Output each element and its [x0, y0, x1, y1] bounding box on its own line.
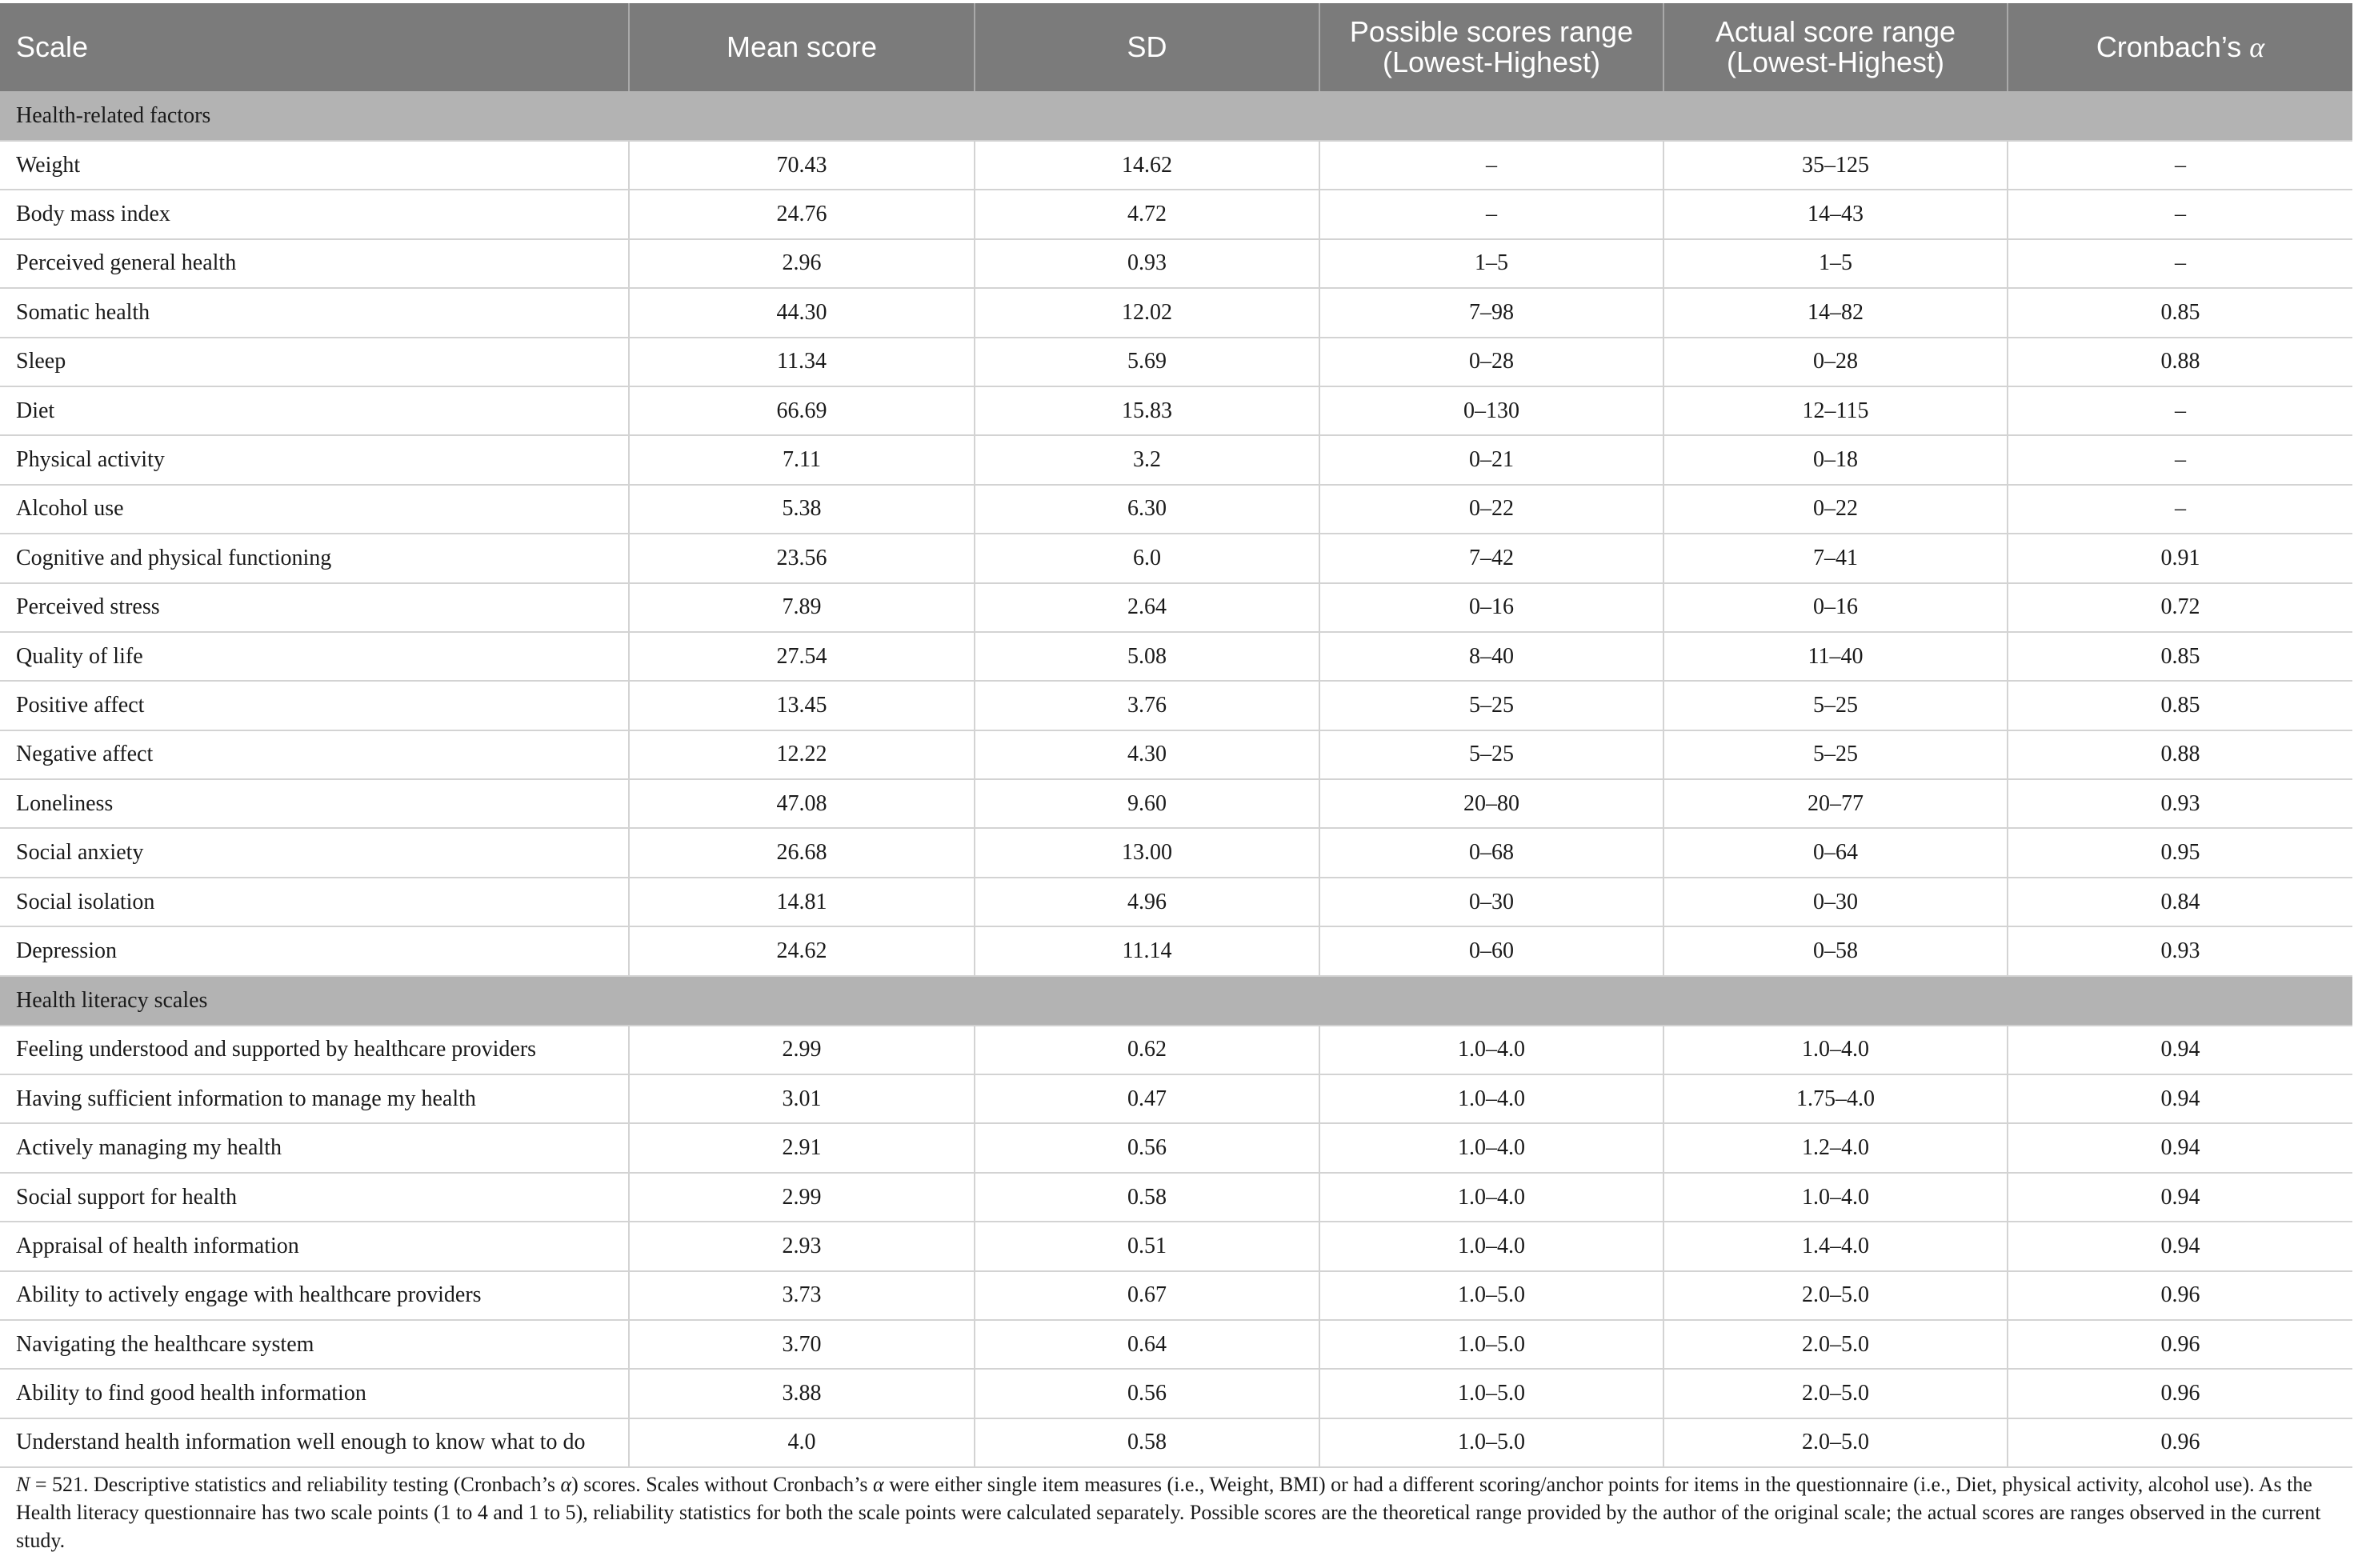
cell-mean-score: 4.0 — [629, 1418, 975, 1467]
table-row — [0, 1173, 2352, 1222]
cell-sd: 2.64 — [975, 583, 1319, 632]
cell-mean-score: 44.30 — [629, 288, 975, 337]
cell-sd: 4.30 — [975, 730, 1319, 779]
header-possible-range — [1319, 3, 1663, 91]
cell-cronbach-alpha: 0.91 — [2008, 534, 2352, 582]
cell-cronbach-alpha: – — [2008, 190, 2352, 238]
cell-sd: 12.02 — [975, 288, 1319, 337]
table-row — [0, 828, 2352, 877]
cell-sd: 13.00 — [975, 828, 1319, 877]
cell-cronbach-alpha: 0.94 — [2008, 1173, 2352, 1222]
cell-mean-score: 70.43 — [629, 141, 975, 190]
cell-cronbach-alpha: 0.95 — [2008, 828, 2352, 877]
cell-sd: 0.47 — [975, 1074, 1319, 1123]
cell-cronbach-alpha: 0.94 — [2008, 1222, 2352, 1270]
cell-actual-range: 14–82 — [1663, 288, 2008, 337]
cell-mean-score: 66.69 — [629, 386, 975, 435]
cell-possible-range: 0–22 — [1319, 485, 1663, 534]
header-possible-range-line2: (Lowest-Highest) — [1382, 46, 1601, 78]
cell-sd: 0.58 — [975, 1173, 1319, 1222]
cell-mean-score: 13.45 — [629, 681, 975, 730]
cell-mean-score: 7.11 — [629, 435, 975, 484]
cell-possible-range: 8–40 — [1319, 632, 1663, 681]
cell-possible-range: 0–16 — [1319, 583, 1663, 632]
cell-cronbach-alpha: – — [2008, 141, 2352, 190]
cell-sd: 5.08 — [975, 632, 1319, 681]
cell-mean-score: 11.34 — [629, 338, 975, 386]
table-footnote — [16, 1470, 2336, 1554]
cell-sd: 0.64 — [975, 1320, 1319, 1369]
cell-scale: Weight — [0, 141, 629, 190]
table-row — [0, 1123, 2352, 1172]
cell-cronbach-alpha: 0.93 — [2008, 926, 2352, 975]
cell-actual-range: 1–5 — [1663, 239, 2008, 288]
table-row — [0, 926, 2352, 975]
cell-actual-range: 0–16 — [1663, 583, 2008, 632]
cell-cronbach-alpha: – — [2008, 435, 2352, 484]
table-row — [0, 878, 2352, 926]
table-row — [0, 1222, 2352, 1270]
cell-cronbach-alpha: 0.94 — [2008, 1074, 2352, 1123]
cell-scale: Sleep — [0, 338, 629, 386]
cell-cronbach-alpha: 0.88 — [2008, 730, 2352, 779]
header-actual-range — [1663, 3, 2008, 91]
cell-scale: Loneliness — [0, 779, 629, 828]
cell-possible-range: 7–98 — [1319, 288, 1663, 337]
cell-cronbach-alpha: 0.88 — [2008, 338, 2352, 386]
cell-mean-score: 2.91 — [629, 1123, 975, 1172]
cell-sd: 9.60 — [975, 779, 1319, 828]
cell-possible-range: 1.0–5.0 — [1319, 1320, 1663, 1369]
cell-scale: Physical activity — [0, 435, 629, 484]
cell-mean-score: 24.76 — [629, 190, 975, 238]
cell-scale: Navigating the healthcare system — [0, 1320, 629, 1369]
cell-scale: Ability to actively engage with healthcare providers — [0, 1271, 629, 1320]
cell-sd: 5.69 — [975, 338, 1319, 386]
footnote-alpha-symbol-2: α — [873, 1473, 884, 1496]
table-row — [0, 288, 2352, 337]
cell-sd: 6.30 — [975, 485, 1319, 534]
cell-sd: 0.93 — [975, 239, 1319, 288]
cell-scale: Depression — [0, 926, 629, 975]
cell-cronbach-alpha: 0.85 — [2008, 288, 2352, 337]
cell-cronbach-alpha: – — [2008, 386, 2352, 435]
cell-mean-score: 26.68 — [629, 828, 975, 877]
cell-mean-score: 5.38 — [629, 485, 975, 534]
section-header-row — [0, 976, 2352, 1026]
cell-possible-range: 1.0–5.0 — [1319, 1271, 1663, 1320]
cell-cronbach-alpha: – — [2008, 239, 2352, 288]
table-row — [0, 1026, 2352, 1074]
descriptive-statistics-table — [0, 3, 2352, 1468]
cell-cronbach-alpha: 0.94 — [2008, 1026, 2352, 1074]
cell-sd: 3.76 — [975, 681, 1319, 730]
section-title: Health literacy scales — [0, 976, 2352, 1026]
table-row — [0, 1074, 2352, 1123]
table-row — [0, 1369, 2352, 1418]
table-row — [0, 1320, 2352, 1369]
cell-actual-range: 0–28 — [1663, 338, 2008, 386]
cell-possible-range: – — [1319, 141, 1663, 190]
cell-scale: Perceived stress — [0, 583, 629, 632]
cell-cronbach-alpha: 0.96 — [2008, 1271, 2352, 1320]
table-row — [0, 779, 2352, 828]
cell-scale: Perceived general health — [0, 239, 629, 288]
table-row — [0, 485, 2352, 534]
cell-actual-range: 0–30 — [1663, 878, 2008, 926]
section-header-row — [0, 91, 2352, 141]
table-row — [0, 386, 2352, 435]
cell-actual-range: 0–22 — [1663, 485, 2008, 534]
cell-sd: 3.2 — [975, 435, 1319, 484]
header-alpha-symbol: α — [2249, 31, 2265, 63]
cell-actual-range: 7–41 — [1663, 534, 2008, 582]
table-body — [0, 91, 2352, 1467]
cell-cronbach-alpha: – — [2008, 485, 2352, 534]
header-possible-range-line1: Possible scores range — [1349, 15, 1634, 48]
cell-sd: 0.67 — [975, 1271, 1319, 1320]
cell-cronbach-alpha: 0.72 — [2008, 583, 2352, 632]
table-header — [0, 3, 2352, 91]
cell-scale: Actively managing my health — [0, 1123, 629, 1172]
cell-possible-range: 0–28 — [1319, 338, 1663, 386]
cell-mean-score: 3.88 — [629, 1369, 975, 1418]
cell-possible-range: 1.0–4.0 — [1319, 1026, 1663, 1074]
footnote-alpha-symbol: α — [560, 1473, 572, 1496]
cell-possible-range: 1.0–4.0 — [1319, 1074, 1663, 1123]
cell-mean-score: 7.89 — [629, 583, 975, 632]
cell-actual-range: 2.0–5.0 — [1663, 1369, 2008, 1418]
cell-actual-range: 1.2–4.0 — [1663, 1123, 2008, 1172]
cell-possible-range: 0–21 — [1319, 435, 1663, 484]
cell-cronbach-alpha: 0.96 — [2008, 1369, 2352, 1418]
cell-mean-score: 23.56 — [629, 534, 975, 582]
cell-mean-score: 3.01 — [629, 1074, 975, 1123]
table-row — [0, 190, 2352, 238]
cell-possible-range: 0–30 — [1319, 878, 1663, 926]
cell-actual-range: 1.75–4.0 — [1663, 1074, 2008, 1123]
cell-possible-range: – — [1319, 190, 1663, 238]
cell-actual-range: 2.0–5.0 — [1663, 1320, 2008, 1369]
cell-possible-range: 5–25 — [1319, 681, 1663, 730]
cell-mean-score: 3.73 — [629, 1271, 975, 1320]
cell-possible-range: 20–80 — [1319, 779, 1663, 828]
cell-possible-range: 1.0–4.0 — [1319, 1123, 1663, 1172]
cell-scale: Cognitive and physical functioning — [0, 534, 629, 582]
cell-scale: Understand health information well enough to know what to do — [0, 1418, 629, 1467]
cell-scale: Feeling understood and supported by healthcare providers — [0, 1026, 629, 1074]
cell-scale: Having sufficient information to manage my health — [0, 1074, 629, 1123]
cell-sd: 0.56 — [975, 1123, 1319, 1172]
cell-mean-score: 2.99 — [629, 1026, 975, 1074]
cell-scale: Positive affect — [0, 681, 629, 730]
cell-sd: 11.14 — [975, 926, 1319, 975]
cell-possible-range: 5–25 — [1319, 730, 1663, 779]
table-row — [0, 632, 2352, 681]
cell-sd: 4.72 — [975, 190, 1319, 238]
cell-scale: Body mass index — [0, 190, 629, 238]
cell-scale: Social anxiety — [0, 828, 629, 877]
cell-scale: Somatic health — [0, 288, 629, 337]
cell-possible-range: 1.0–4.0 — [1319, 1173, 1663, 1222]
cell-actual-range: 12–115 — [1663, 386, 2008, 435]
cell-actual-range: 20–77 — [1663, 779, 2008, 828]
table-row — [0, 239, 2352, 288]
cell-actual-range: 5–25 — [1663, 730, 2008, 779]
cell-actual-range: 2.0–5.0 — [1663, 1271, 2008, 1320]
cell-possible-range: 0–68 — [1319, 828, 1663, 877]
cell-actual-range: 35–125 — [1663, 141, 2008, 190]
cell-sd: 15.83 — [975, 386, 1319, 435]
cell-possible-range: 1–5 — [1319, 239, 1663, 288]
cell-actual-range: 0–64 — [1663, 828, 2008, 877]
cell-mean-score: 12.22 — [629, 730, 975, 779]
cell-actual-range: 1.0–4.0 — [1663, 1173, 2008, 1222]
cell-possible-range: 0–130 — [1319, 386, 1663, 435]
cell-possible-range: 1.0–5.0 — [1319, 1369, 1663, 1418]
table-row — [0, 583, 2352, 632]
cell-cronbach-alpha: 0.85 — [2008, 632, 2352, 681]
cell-possible-range: 0–60 — [1319, 926, 1663, 975]
table-row — [0, 338, 2352, 386]
footnote-part1: = 521. Descriptive statistics and reliability testing (Cronbach’s — [30, 1473, 561, 1496]
header-row — [0, 3, 2352, 91]
cell-mean-score: 14.81 — [629, 878, 975, 926]
cell-possible-range: 7–42 — [1319, 534, 1663, 582]
table-row — [0, 141, 2352, 190]
table-row — [0, 1418, 2352, 1467]
cell-mean-score: 3.70 — [629, 1320, 975, 1369]
footnote-part3: were either single item measures (i.e., Weight, BMI) or had a different scoring/anchor points for items in the questionnaire (i.e., Diet, physical activity, alcohol use). As the Health literacy questionnaire has two scale points (1 to 4 and 1 to 5), reliability statistics for both the scale points were calculated separately. Possible scores are the theoretical range provided by the author of the original scale; the actual scores are ranges observed in the current study. — [16, 1473, 2321, 1552]
table-row — [0, 534, 2352, 582]
cell-cronbach-alpha: 0.93 — [2008, 779, 2352, 828]
header-cronbach-prefix: Cronbach’s — [2096, 30, 2250, 63]
cell-actual-range: 5–25 — [1663, 681, 2008, 730]
cell-mean-score: 2.96 — [629, 239, 975, 288]
cell-cronbach-alpha: 0.94 — [2008, 1123, 2352, 1172]
cell-sd: 0.62 — [975, 1026, 1319, 1074]
cell-actual-range: 0–58 — [1663, 926, 2008, 975]
header-sd: SD — [975, 3, 1319, 91]
footnote-part2: ) scores. Scales without Cronbach’s — [571, 1473, 874, 1496]
table-row — [0, 435, 2352, 484]
cell-possible-range: 1.0–5.0 — [1319, 1418, 1663, 1467]
cell-actual-range: 11–40 — [1663, 632, 2008, 681]
descriptive-statistics-table-container — [0, 3, 2352, 1468]
cell-scale: Social isolation — [0, 878, 629, 926]
cell-possible-range: 1.0–4.0 — [1319, 1222, 1663, 1270]
table-row — [0, 730, 2352, 779]
cell-scale: Ability to find good health information — [0, 1369, 629, 1418]
cell-actual-range: 2.0–5.0 — [1663, 1418, 2008, 1467]
cell-sd: 14.62 — [975, 141, 1319, 190]
cell-sd: 0.51 — [975, 1222, 1319, 1270]
table-row — [0, 681, 2352, 730]
cell-actual-range: 0–18 — [1663, 435, 2008, 484]
cell-scale: Appraisal of health information — [0, 1222, 629, 1270]
header-actual-range-line1: Actual score range — [1715, 15, 1956, 48]
cell-actual-range: 1.0–4.0 — [1663, 1026, 2008, 1074]
cell-cronbach-alpha: 0.96 — [2008, 1320, 2352, 1369]
cell-sd: 0.58 — [975, 1418, 1319, 1467]
section-title: Health-related factors — [0, 91, 2352, 141]
cell-sd: 6.0 — [975, 534, 1319, 582]
cell-cronbach-alpha: 0.96 — [2008, 1418, 2352, 1467]
cell-mean-score: 24.62 — [629, 926, 975, 975]
cell-actual-range: 1.4–4.0 — [1663, 1222, 2008, 1270]
cell-cronbach-alpha: 0.84 — [2008, 878, 2352, 926]
header-scale: Scale — [0, 3, 629, 91]
cell-cronbach-alpha: 0.85 — [2008, 681, 2352, 730]
cell-mean-score: 2.99 — [629, 1173, 975, 1222]
header-mean-score: Mean score — [629, 3, 975, 91]
cell-mean-score: 2.93 — [629, 1222, 975, 1270]
cell-mean-score: 47.08 — [629, 779, 975, 828]
cell-scale: Negative affect — [0, 730, 629, 779]
cell-scale: Alcohol use — [0, 485, 629, 534]
cell-scale: Quality of life — [0, 632, 629, 681]
cell-sd: 4.96 — [975, 878, 1319, 926]
cell-actual-range: 14–43 — [1663, 190, 2008, 238]
header-cronbach-alpha — [2008, 3, 2352, 91]
footnote-n-symbol: N — [16, 1473, 30, 1496]
cell-mean-score: 27.54 — [629, 632, 975, 681]
cell-scale: Diet — [0, 386, 629, 435]
cell-scale: Social support for health — [0, 1173, 629, 1222]
table-row — [0, 1271, 2352, 1320]
cell-sd: 0.56 — [975, 1369, 1319, 1418]
header-actual-range-line2: (Lowest-Highest) — [1726, 46, 1945, 78]
